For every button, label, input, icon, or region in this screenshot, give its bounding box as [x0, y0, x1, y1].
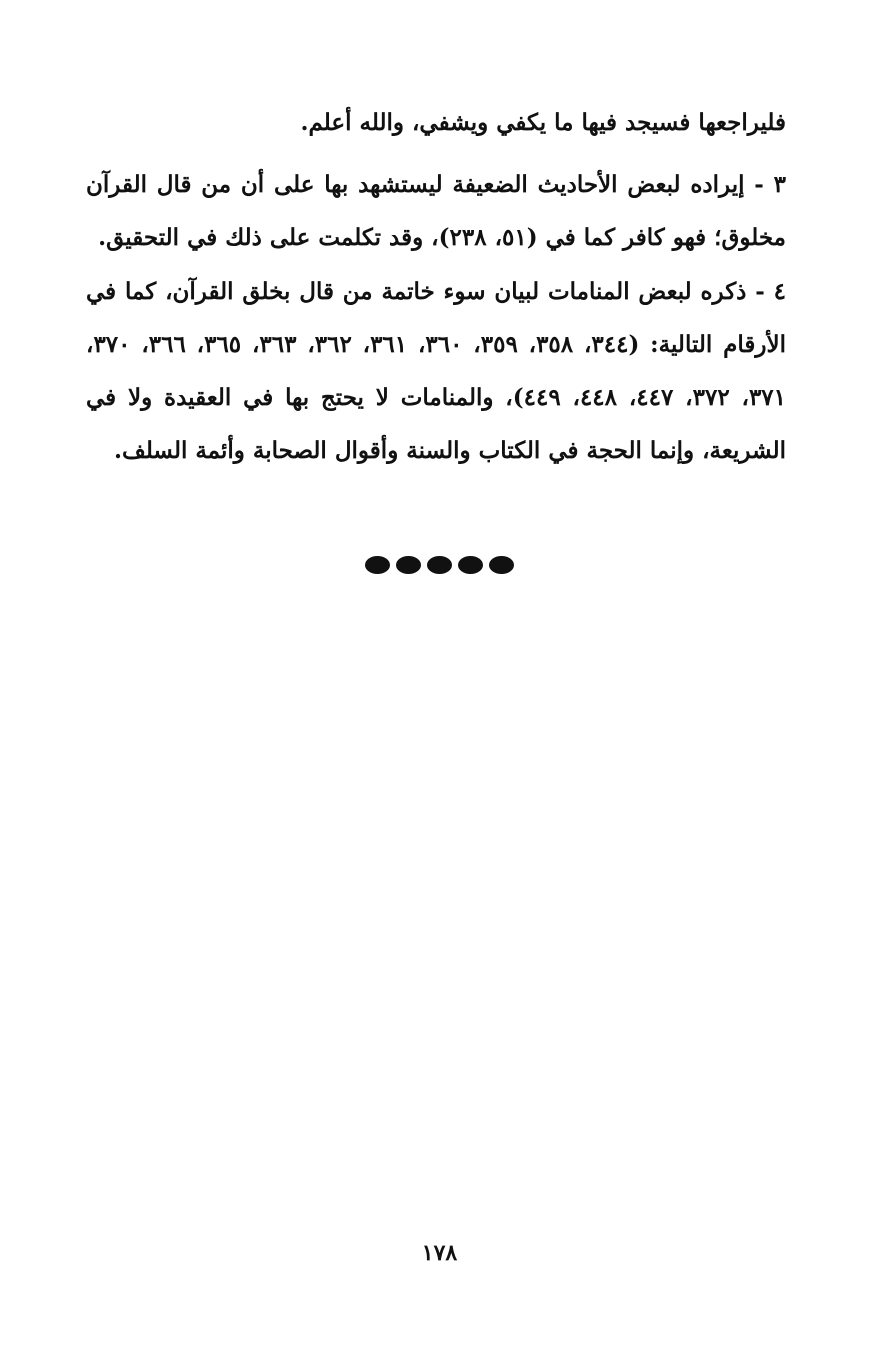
point-4-paragraph — [86, 265, 786, 477]
separator-dot — [458, 556, 483, 574]
separator-dot — [365, 556, 390, 574]
section-separator — [0, 556, 879, 574]
point-3-text: ٣ - إيراده لبعض الأحاديث الضعيفة ليستشهد بها على أن من قال القرآن مخلوق؛ فهو كافر كما في (٥١، ٢٣٨)، وقد تكلمت على ذلك في التحقيق. — [86, 171, 786, 251]
intro-paragraph — [86, 96, 786, 149]
point-4-text: ٤ - ذكره لبعض المنامات لبيان سوء خاتمة من قال بخلق القرآن، كما في الأرقام التالية: (٣٤٤، ٣٥٨، ٣٥٩، ٣٦٠، ٣٦١، ٣٦٢، ٣٦٣، ٣٦٥، ٣٦٦، ٣٧٠، ٣٧١، ٣٧٢، ٤٤٧، ٤٤٨، ٤٤٩)، والمنامات لا يحتج بها في العقيدة ولا في الشريعة، وإنما الحجة في الكتاب والسنة وأقوال الصحابة وأئمة السلف. — [86, 278, 786, 464]
page-number: ١٧٨ — [421, 1240, 458, 1266]
separator-dot — [489, 556, 514, 574]
intro-text: فليراجعها فسيجد فيها ما يكفي ويشفي، والله أعلم. — [300, 109, 786, 136]
point-3-paragraph — [86, 158, 786, 264]
separator-dot — [427, 556, 452, 574]
separator-dot — [396, 556, 421, 574]
